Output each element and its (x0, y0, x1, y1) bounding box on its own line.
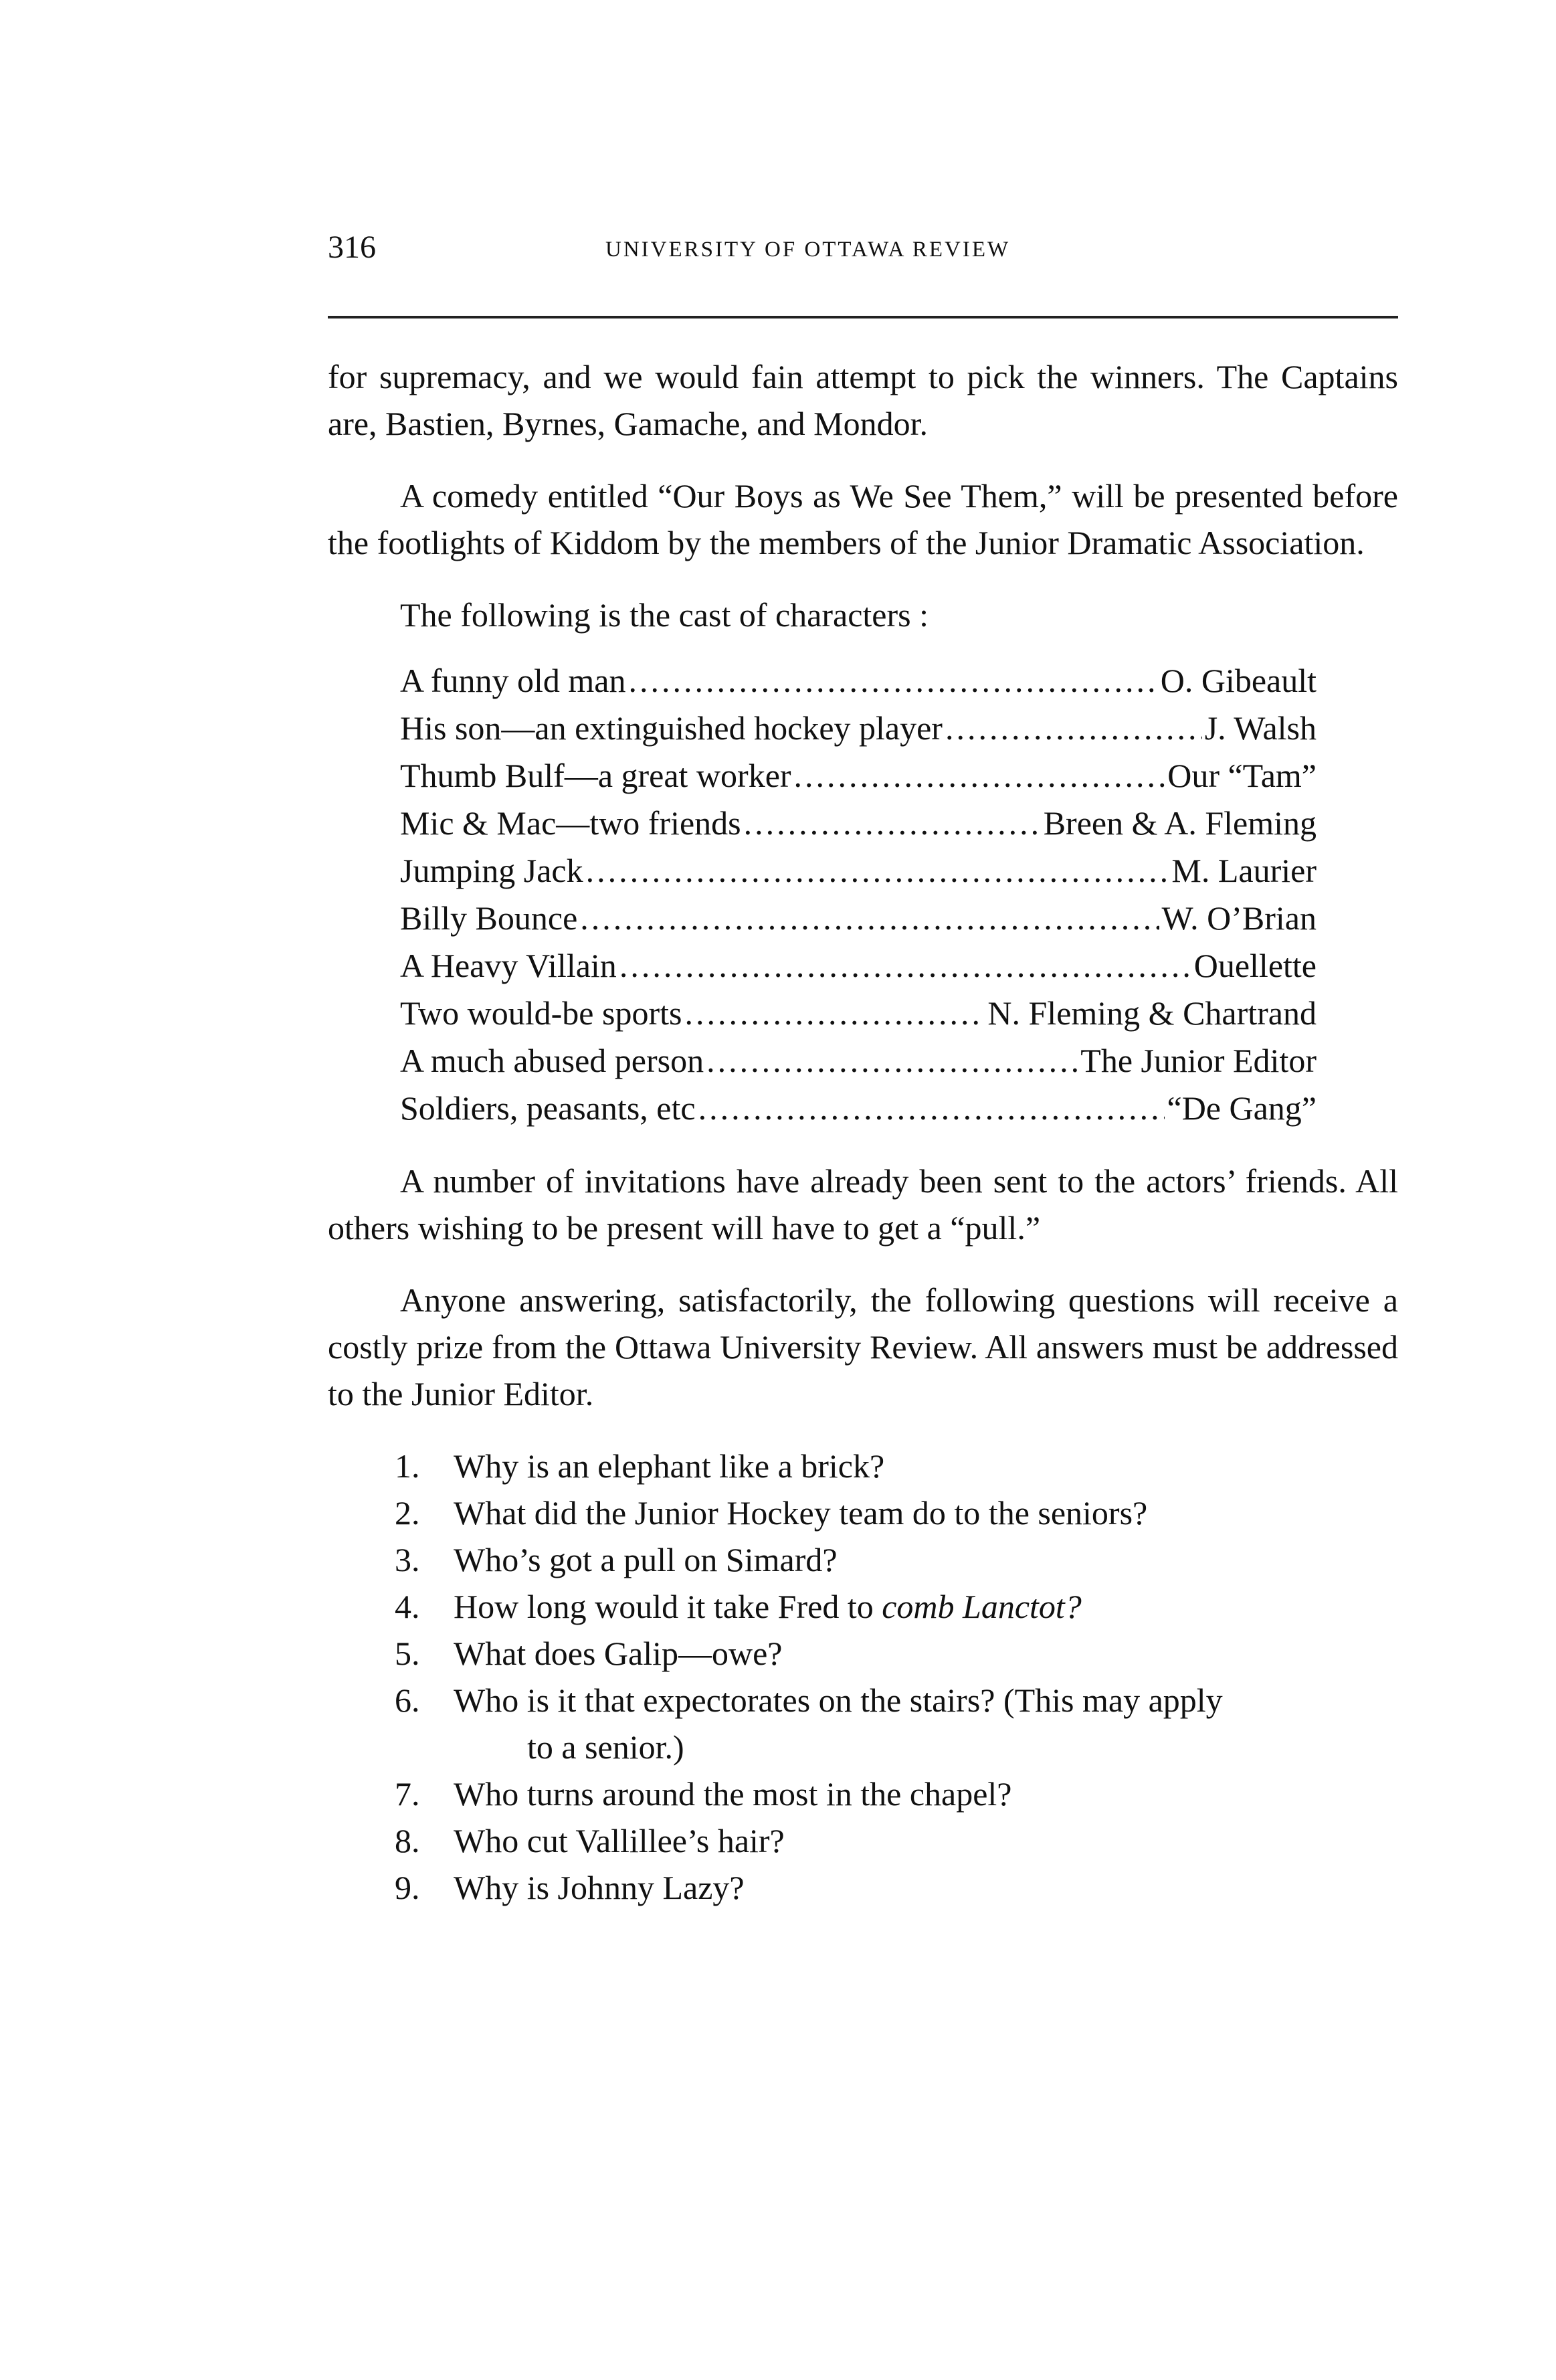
header-rule (328, 316, 1398, 318)
question-number: 8. (395, 1822, 420, 1859)
question-item (395, 1817, 1398, 1864)
question-number: 9. (395, 1869, 420, 1906)
question-text: What does Galip—owe? (454, 1635, 783, 1672)
cast-actor: The Junior Editor (1080, 1042, 1317, 1079)
cast-role: Billy Bounce (400, 899, 578, 937)
paragraph-supremacy: for supremacy, and we would fain attempt to pick the winners. The Captains are, Bastien, Byrnes, Gamache, and Mondor. (328, 358, 1398, 442)
leader-dots (580, 895, 1159, 942)
cast-list (400, 657, 1317, 1132)
questions-list (395, 1443, 1398, 1911)
page-number: 316 (328, 230, 376, 265)
question-text: Who cut Vallillee’s hair? (454, 1822, 785, 1859)
page-header (328, 227, 1398, 281)
cast-actor: Breen & A. Fleming (1043, 804, 1317, 842)
question-item (395, 1770, 1398, 1817)
cast-row (400, 800, 1317, 847)
cast-role: Two would-be sports (400, 994, 682, 1032)
cast-actor: W. O’Brian (1161, 899, 1317, 937)
cast-row (400, 705, 1317, 752)
question-number: 1. (395, 1447, 420, 1485)
question-text: Who turns around the most in the chapel? (454, 1775, 1012, 1813)
cast-row (400, 752, 1317, 800)
question-item (395, 1443, 1398, 1489)
leader-dots (794, 752, 1165, 800)
cast-row (400, 1037, 1317, 1085)
cast-actor: N. Fleming & Chartrand (987, 994, 1317, 1032)
leader-dots (945, 705, 1202, 752)
paragraph-invitations: A number of invitations have already been sent to the actors’ friends. All others wishing to be present will have to get a “pull.” (328, 1162, 1398, 1247)
question-text: Why is Johnny Lazy? (454, 1869, 745, 1906)
cast-actor: “De Gang” (1167, 1089, 1317, 1127)
cast-role: A Heavy Villain (400, 947, 617, 984)
question-item (395, 1583, 1398, 1630)
question-number: 2. (395, 1494, 420, 1532)
question-text-main: How long would it take Fred to (454, 1588, 874, 1625)
question-text-italic: comb Lanctot? (882, 1588, 1082, 1625)
leader-dots (744, 800, 1041, 847)
cast-actor: Ouellette (1193, 947, 1317, 984)
question-item (395, 1677, 1398, 1770)
cast-actor: M. Laurier (1171, 852, 1317, 889)
question-text: Who’s got a pull on Simard? (454, 1541, 838, 1578)
cast-role: Thumb Bulf—a great worker (400, 757, 791, 794)
cast-role: A much abused person (400, 1042, 704, 1079)
leader-dots (628, 657, 1157, 705)
cast-row (400, 895, 1317, 942)
question-number: 4. (395, 1588, 420, 1625)
cast-role: His son—an extinguished hockey player (400, 709, 943, 747)
question-text (454, 1677, 1398, 1770)
document-page (328, 227, 1398, 1911)
paragraph-comedy: A comedy entitled “Our Boys as We See Them,” will be presented before the footlights of Kiddom by the members of the Junior Dramatic Association. (328, 477, 1398, 561)
question-number: 6. (395, 1681, 420, 1719)
paragraph-cast-intro: The following is the cast of characters : (400, 596, 929, 634)
cast-actor: Our “Tam” (1167, 757, 1317, 794)
leader-dots (586, 847, 1169, 895)
question-text-main: Who is it that expectorates on the stairs? (This may apply (454, 1681, 1223, 1719)
question-item (395, 1864, 1398, 1911)
question-number: 5. (395, 1635, 420, 1672)
question-item (395, 1489, 1398, 1536)
cast-role: Jumping Jack (400, 852, 583, 889)
cast-actor: O. Gibeault (1160, 662, 1317, 699)
cast-row (400, 990, 1317, 1037)
running-title: UNIVERSITY OF OTTAWA REVIEW (605, 238, 1011, 262)
question-number: 3. (395, 1541, 420, 1578)
leader-dots (698, 1085, 1165, 1132)
question-number: 7. (395, 1775, 420, 1813)
leader-dots (706, 1037, 1078, 1085)
cast-row (400, 847, 1317, 895)
cast-row (400, 1085, 1317, 1132)
cast-role: Soldiers, peasants, etc (400, 1089, 696, 1127)
question-text (454, 1583, 1398, 1630)
cast-role: Mic & Mac—two friends (400, 804, 741, 842)
leader-dots (684, 990, 985, 1037)
cast-row (400, 657, 1317, 705)
question-text: What did the Junior Hockey team do to the seniors? (454, 1494, 1148, 1532)
paragraph-questions-intro: Anyone answering, satisfactorily, the following questions will receive a costly prize from the Ottawa University Review. All answers must be addressed to the Junior Editor. (328, 1281, 1398, 1412)
cast-role: A funny old man (400, 662, 626, 699)
cast-actor: J. Walsh (1204, 709, 1317, 747)
question-item (395, 1630, 1398, 1677)
question-item (395, 1536, 1398, 1583)
cast-row (400, 942, 1317, 990)
question-text-continuation: to a senior.) (527, 1728, 684, 1766)
question-text: Why is an elephant like a brick? (454, 1447, 885, 1485)
leader-dots (619, 942, 1191, 990)
